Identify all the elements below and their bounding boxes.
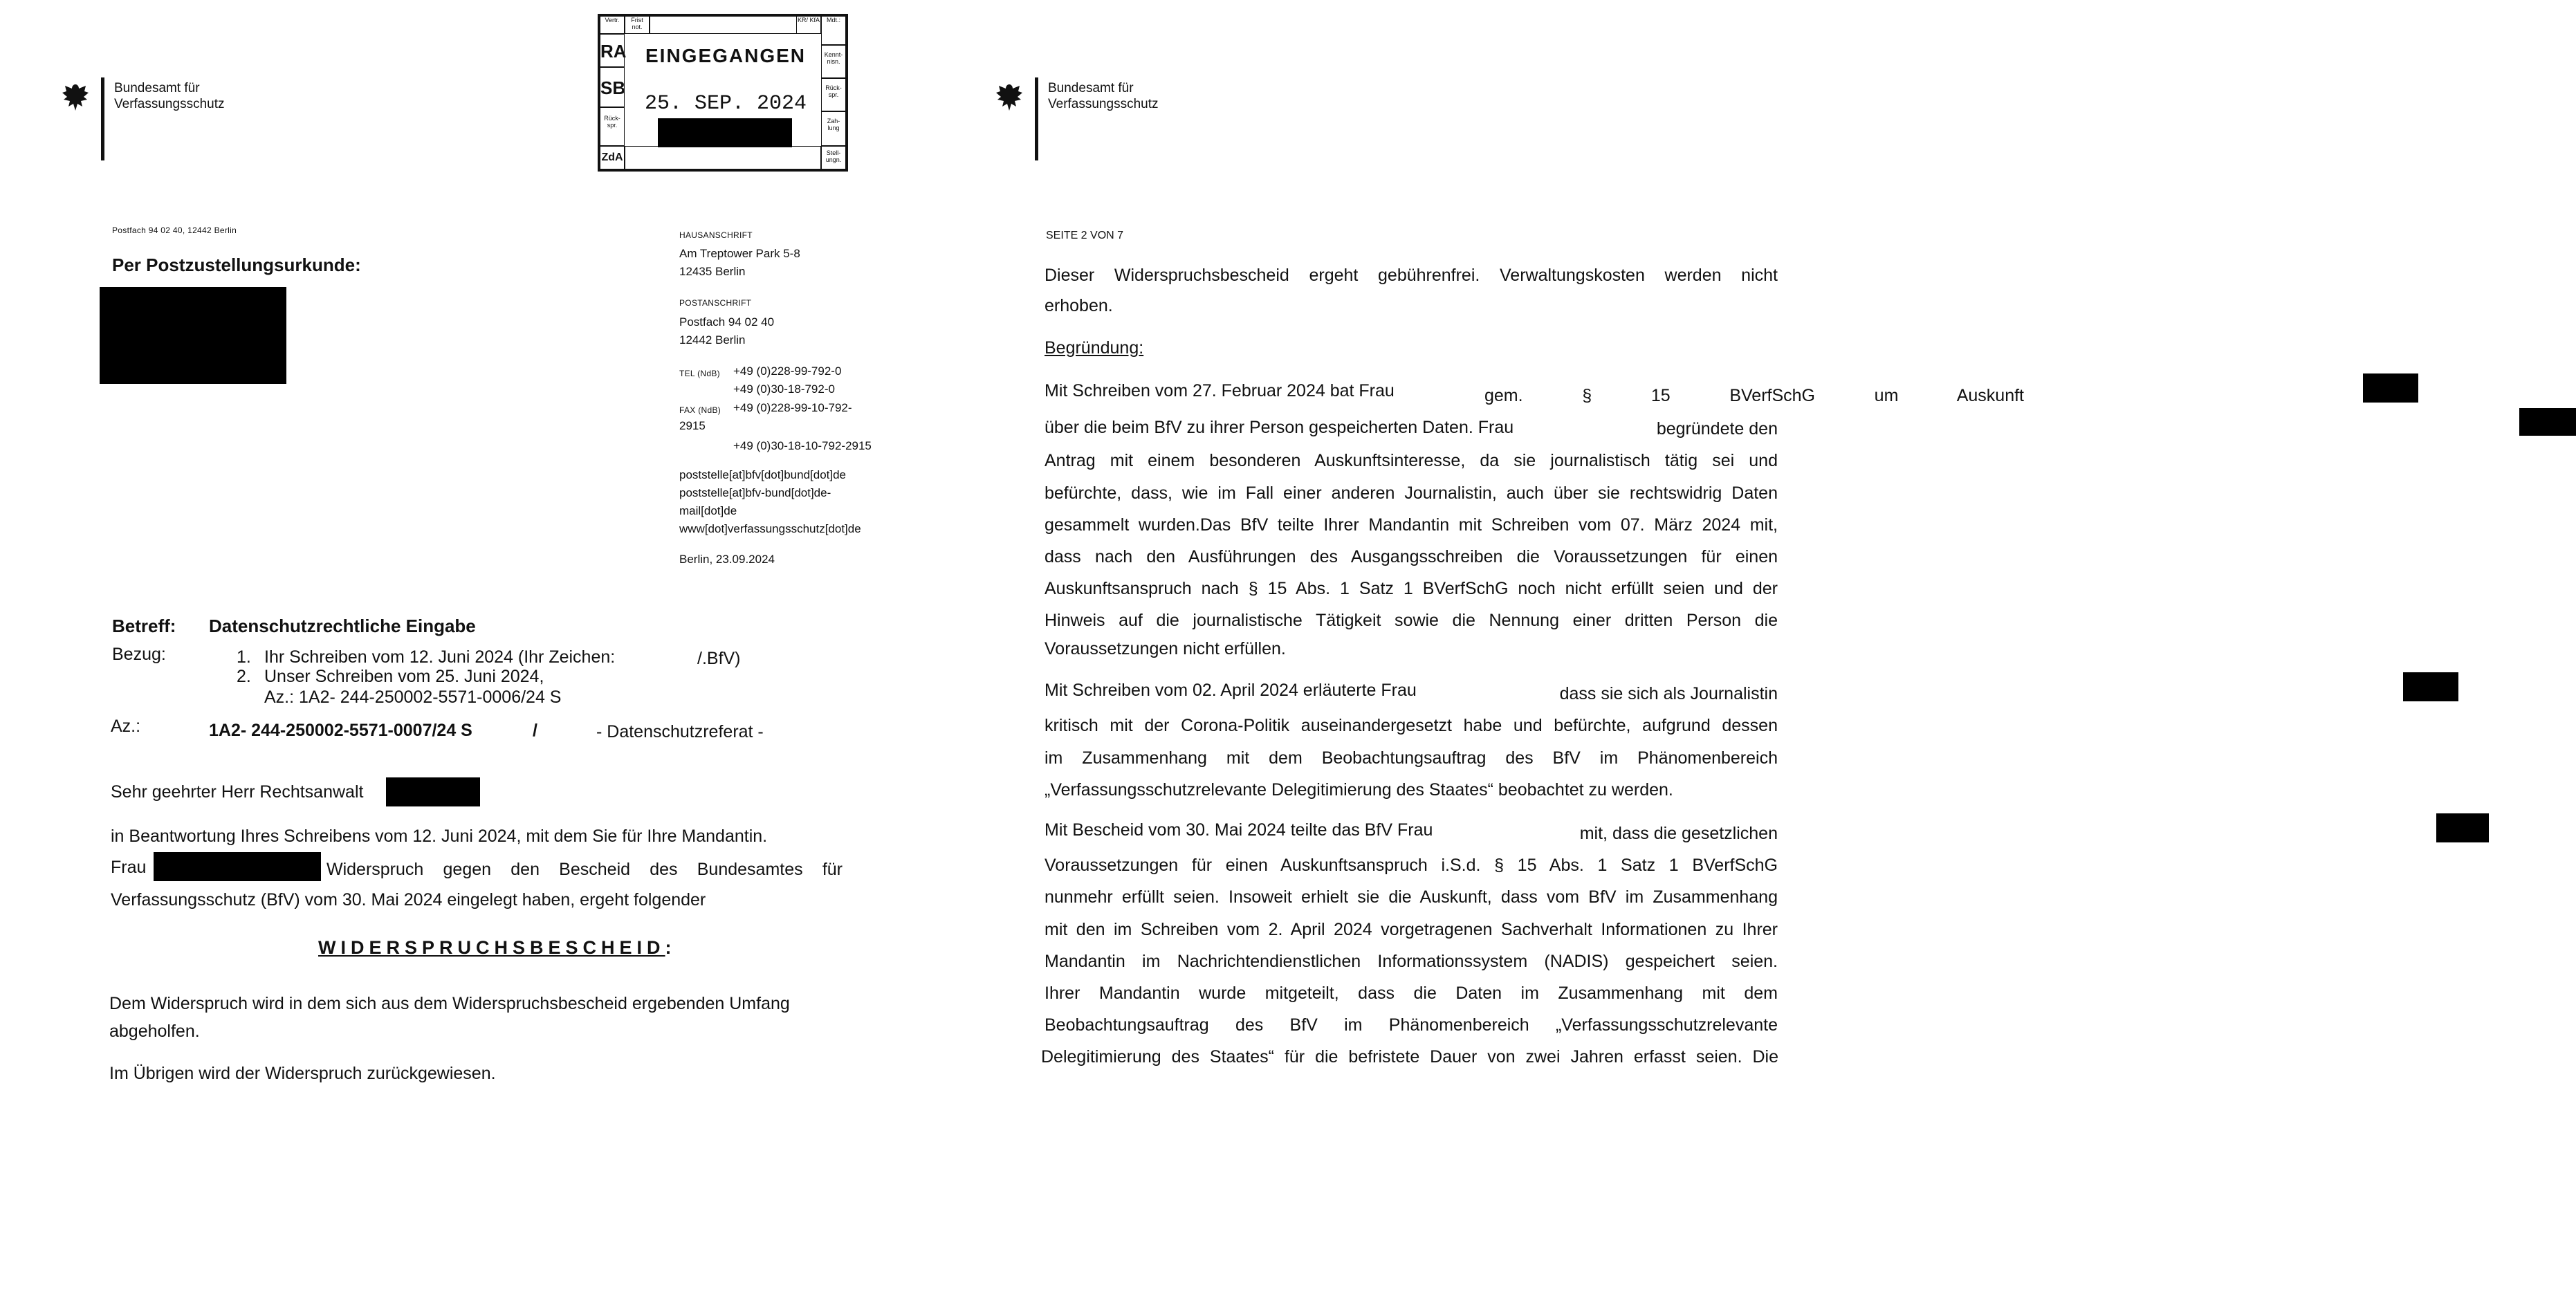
p2-line-19: mit den im Schreiben vom 2. April 2024 vorgetragenen Sachverhalt Informationen zu Ihrer: [1045, 920, 1778, 939]
stamp-cell-zahlung: Zah-lung: [821, 111, 846, 146]
stamp-cell-zda: ZdA: [600, 146, 625, 169]
p2-line-21: Ihrer Mandantin wurde mitgeteilt, dass die Daten im Zusammenhang mit dem: [1045, 984, 1778, 1003]
az-label: Az.:: [111, 717, 141, 736]
haus-city: 12435 Berlin: [679, 265, 746, 278]
result-line-3: Im Übrigen wird der Widerspruch zurückgewiesen.: [109, 1064, 496, 1083]
receipt-stamp: [598, 14, 848, 172]
stamp-cell-bottom: [625, 146, 821, 169]
recipient-redaction: [100, 287, 286, 384]
bezug-item-2-num: 2.: [237, 667, 251, 686]
p2-line-4b: begründete den: [1656, 419, 1778, 439]
stamp-cell-mdt: Mdt.:: [821, 16, 846, 45]
logo-line-2: Verfassungsschutz: [114, 97, 225, 111]
p2-line-2: erhoben.: [1045, 296, 1113, 315]
haus-street: Am Treptower Park 5-8: [679, 247, 800, 260]
bezug-item-2-text: Unser Schreiben vom 25. Juni 2024,: [264, 667, 544, 686]
p2-line-23: Delegitimierung des Staates“ für die befristete Dauer von zwei Jahren erfasst seien. Die: [1041, 1047, 1778, 1067]
email-3: mail[dot]de: [679, 504, 737, 517]
stamp-cell-rueck1: Rück-spr.: [600, 107, 625, 146]
tel-label: TEL (NdB): [679, 369, 720, 378]
p2-line-5: Antrag mit einem besonderen Auskunftsinteresse, da sie journalistisch tätig sei und: [1045, 451, 1778, 470]
p2-line-1: Dieser Widerspruchsbescheid ergeht gebührenfrei. Verwaltungskosten werden nicht: [1045, 266, 1778, 285]
client-name-redaction: [154, 852, 321, 881]
hausanschrift-label: HAUSANSCHRIFT: [679, 230, 753, 240]
p2-line-11: Voraussetzungen nicht erfüllen.: [1045, 639, 1286, 658]
fax-1-cont: 2915: [679, 419, 706, 432]
stamp-redaction: [658, 118, 792, 147]
bezug-item-1-num: 1.: [237, 647, 251, 667]
website: www[dot]verfassungsschutz[dot]de: [679, 522, 861, 535]
letter-page-2: [934, 0, 2024, 1292]
betreff-text: Datenschutzrechtliche Eingabe: [209, 616, 476, 636]
logo-line-2: Verfassungsschutz: [1048, 97, 1159, 111]
logo-line-1: Bundesamt für: [114, 81, 200, 95]
p2-line-14: im Zusammenhang mit dem Beobachtungsauftrag des BfV im Phänomenbereich: [1045, 748, 1778, 768]
stamp-cell-kenntnis: Kennt-nisn.: [821, 45, 846, 78]
fax-2: +49 (0)30-18-10-792-2915: [733, 439, 872, 452]
name-redaction-1: [2363, 373, 2418, 403]
stamp-cell-ra: RA: [600, 34, 625, 67]
result-line-2: abgeholfen.: [109, 1022, 200, 1041]
intro-line-3: Verfassungsschutz (BfV) vom 30. Mai 2024 eingelegt haben, ergeht folgender: [111, 890, 706, 910]
name-redaction-2: [2519, 408, 2576, 436]
bezug-label: Bezug:: [112, 645, 166, 664]
p2-line-8: dass nach den Ausführungen des Ausgangsschreiben die Voraussetzungen für einen: [1045, 547, 1778, 566]
stamp-cell-kr: KR/ KfA: [796, 16, 821, 34]
decision-heading: [318, 937, 677, 959]
p2-line-6: befürchte, dass, wie im Fall einer anderen Journalistin, auch über sie rechtswidrig Daten: [1045, 483, 1778, 503]
p2-line-10: Hinweis auf die journalistische Tätigkeit sowie die Nennung einer dritten Person die: [1045, 611, 1778, 630]
p2-line-13: kritisch mit der Corona-Politik auseinandergesetzt habe und befürchte, aufgrund dessen: [1045, 716, 1778, 735]
letter-date: Berlin, 23.09.2024: [679, 553, 775, 566]
p2-line-4a: über die beim BfV zu ihrer Person gespeicherten Daten. Frau: [1045, 418, 1514, 437]
federal-eagle-icon: [61, 82, 90, 113]
name-redaction-3: [2403, 672, 2458, 701]
page-number: SEITE 2 VON 7: [1046, 230, 1124, 241]
decision-heading-text: WIDERSPRUCHSBESCHEID: [318, 937, 665, 958]
bezug-item-1-text: Ihr Schreiben vom 12. Juni 2024 (Ihr Zeichen:: [264, 647, 616, 667]
stamp-cell-frist: Frist not.: [625, 16, 650, 34]
stamp-cell-vertr: Vertr.: [600, 16, 625, 34]
intro-line-2-start: Frau: [111, 858, 147, 877]
decision-heading-colon: :: [665, 937, 677, 958]
federal-eagle-icon: [995, 82, 1024, 113]
email-2: poststelle[at]bfv-bund[dot]de-: [679, 486, 831, 499]
lawyer-name-redaction: [386, 777, 480, 806]
p2-line-12b: dass sie sich als Journalistin: [1559, 684, 1778, 703]
p2-line-18: nunmehr erfüllt seien. Insoweit erhielt sie die Auskunft, dass vom BfV im Zusammenhang: [1045, 887, 1778, 907]
stamp-cell-sb: SB: [600, 67, 625, 107]
p2-line-7: gesammelt wurden.Das BfV teilte Ihrer Mandantin mit Schreiben vom 07. März 2024 mit,: [1045, 515, 1778, 535]
intro-line-2-end: Widerspruch gegen den Bescheid des Bundesamtes für: [326, 860, 843, 879]
p2-line-16a: Mit Bescheid vom 30. Mai 2024 teilte das BfV Frau: [1045, 820, 1433, 840]
p2-line-9: Auskunftsanspruch nach § 15 Abs. 1 Satz 1 BVerfSchG noch nicht erfüllt seien und der: [1045, 579, 1778, 598]
sender-line: Postfach 94 02 40, 12442 Berlin: [112, 225, 237, 235]
post-box: Postfach 94 02 40: [679, 315, 775, 329]
delivery-method: Per Postzustellungsurkunde:: [112, 255, 361, 275]
logo-line-1: Bundesamt für: [1048, 81, 1134, 95]
stamp-cell-rueck2: Rück-spr.: [821, 78, 846, 111]
p2-line-20: Mandantin im Nachrichtendienstlichen Informationssystem (NADIS) gespeichert seien.: [1045, 952, 1778, 971]
p2-line-16b: mit, dass die gesetzlichen: [1579, 824, 1778, 843]
tel-2: +49 (0)30-18-792-0: [733, 382, 835, 396]
p2-line-22: Beobachtungsauftrag des BfV im Phänomenbereich „Verfassungsschutzrelevante: [1045, 1015, 1778, 1035]
p2-line-17: Voraussetzungen für einen Auskunftsanspruch i.S.d. § 15 Abs. 1 Satz 1 BVerfSchG: [1045, 856, 1778, 875]
email-1: poststelle[at]bfv[dot]bund[dot]de: [679, 468, 847, 481]
post-city: 12442 Berlin: [679, 333, 746, 347]
begruendung-heading: Begründung:: [1045, 338, 1144, 358]
stamp-cell-stellung: Stell-ungn.: [821, 146, 846, 169]
tel-1: +49 (0)228-99-792-0: [733, 364, 842, 378]
stamp-title: EINGEGANGEN: [645, 45, 807, 66]
p2-line-3a: Mit Schreiben vom 27. Februar 2024 bat Frau: [1045, 381, 1395, 400]
letter-page-1: [0, 0, 934, 1292]
result-line-1: Dem Widerspruch wird in dem sich aus dem Widerspruchsbescheid ergebenden Umfang: [109, 994, 790, 1013]
p2-line-3b: gem. § 15 BVerfSchG um Auskunft: [1484, 386, 2024, 405]
fax-label: FAX (NdB): [679, 405, 721, 415]
bezug-item-2-ref: Az.: 1A2- 244-250002-5571-0006/24 S: [264, 687, 562, 707]
name-redaction-4: [2436, 813, 2489, 842]
intro-line-1: in Beantwortung Ihres Schreibens vom 12. Juni 2024, mit dem Sie für Ihre Mandantin.: [111, 827, 768, 846]
bezug-item-1-suffix: /.BfV): [697, 649, 741, 668]
p2-line-12a: Mit Schreiben vom 02. April 2024 erläuterte Frau: [1045, 681, 1417, 700]
az-number: 1A2- 244-250002-5571-0007/24 S: [209, 721, 472, 740]
postanschrift-label: POSTANSCHRIFT: [679, 298, 752, 308]
az-slash: /: [533, 721, 537, 740]
stamp-date: 25. SEP. 2024: [644, 92, 807, 116]
betreff-label: Betreff:: [112, 616, 176, 636]
az-department: - Datenschutzreferat -: [596, 722, 764, 741]
stamp-cell-blank: [650, 16, 821, 34]
p2-line-15: „Verfassungsschutzrelevante Delegitimierung des Staates“ beobachtet zu werden.: [1045, 780, 1673, 800]
fax-1: +49 (0)228-99-10-792-: [733, 401, 852, 414]
salutation: Sehr geehrter Herr Rechtsanwalt: [111, 782, 364, 802]
